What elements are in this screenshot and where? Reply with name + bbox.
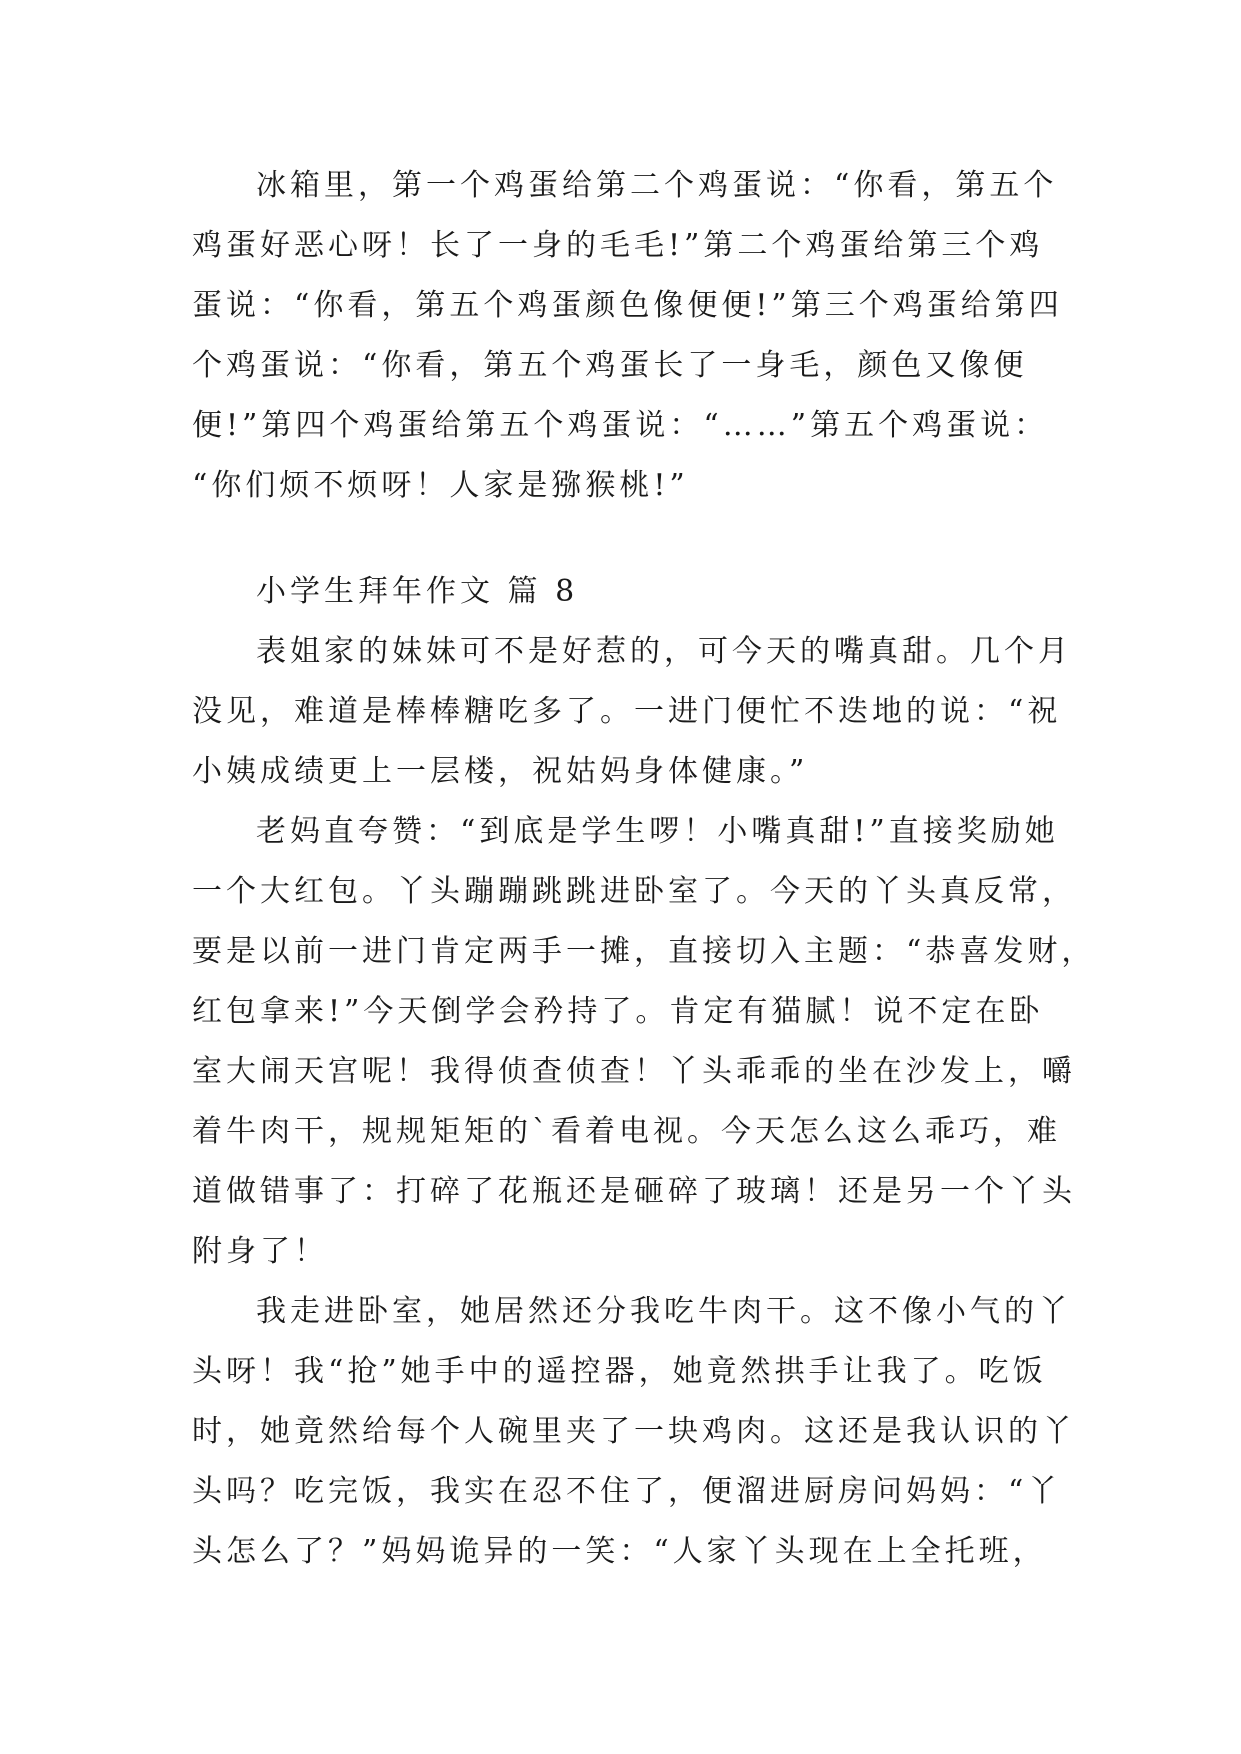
- paragraph-line: 头呀！我“抢”她手中的遥控器，她竟然拱手让我了。吃饭: [192, 1354, 1047, 1389]
- paragraph-line: 道做错事了：打碎了花瓶还是砸碎了玻璃！还是另一个丫头: [192, 1174, 1076, 1209]
- paragraph-line: 头怎么了？”妈妈诡异的一笑：“人家丫头现在上全托班，: [192, 1534, 1047, 1569]
- paragraph-line: 个鸡蛋说：“你看，第五个鸡蛋长了一身毛，颜色又像便: [192, 348, 1028, 383]
- paragraph-line: 冰箱里，第一个鸡蛋给第二个鸡蛋说：“你看，第五个: [256, 168, 1058, 203]
- paragraph-line: 我走进卧室，她居然还分我吃牛肉干。这不像小气的丫: [256, 1294, 1072, 1329]
- paragraph-line: 室大闹天宫呢！我得侦查侦查！丫头乖乖的坐在沙发上，嚼: [192, 1054, 1076, 1089]
- section-heading: 小学生拜年作文 篇 8: [256, 574, 579, 609]
- paragraph-line: 蛋说：“你看，第五个鸡蛋颜色像便便!”第三个鸡蛋给第四: [192, 288, 1063, 323]
- paragraph-line: 时，她竟然给每个人碗里夹了一块鸡肉。这还是我认识的丫: [192, 1414, 1076, 1449]
- paragraph-line: 头吗？吃完饭，我实在忍不住了，便溜进厨房问妈妈：“丫: [192, 1474, 1062, 1509]
- paragraph-line: 便!”第四个鸡蛋给第五个鸡蛋说：“……”第五个鸡蛋说：: [192, 408, 1049, 443]
- paragraph-line: “你们烦不烦呀！人家是猕猴桃!”: [192, 468, 689, 503]
- paragraph-line: 红包拿来!”今天倒学会矜持了。肯定有猫腻！说不定在卧: [192, 994, 1044, 1029]
- paragraph-line: 小姨成绩更上一层楼，祝姑妈身体健康。”: [192, 754, 809, 789]
- paragraph-line: 附身了！: [192, 1234, 328, 1269]
- essay-section: [192, 562, 1096, 1582]
- paragraph-line: 老妈直夸赞：“到底是学生啰！小嘴真甜!”直接奖励她: [256, 814, 1059, 849]
- paragraph-line: 着牛肉干，规规矩矩的`看着电视。今天怎么这么乖巧，难: [192, 1114, 1061, 1149]
- joke-paragraph: [192, 156, 1062, 516]
- paragraph-line: 没见，难道是棒棒糖吃多了。一进门便忙不迭地的说：“祝: [192, 694, 1062, 729]
- paragraph-line: 一个大红包。丫头蹦蹦跳跳进卧室了。今天的丫头真反常，: [192, 874, 1076, 909]
- paragraph-line: 要是以前一进门肯定两手一摊，直接切入主题：“恭喜发财，: [192, 934, 1096, 969]
- paragraph-line: 表姐家的妹妹可不是好惹的，可今天的嘴真甜。几个月: [256, 634, 1072, 669]
- paragraph-line: 鸡蛋好恶心呀！长了一身的毛毛!”第二个鸡蛋给第三个鸡: [192, 228, 1044, 263]
